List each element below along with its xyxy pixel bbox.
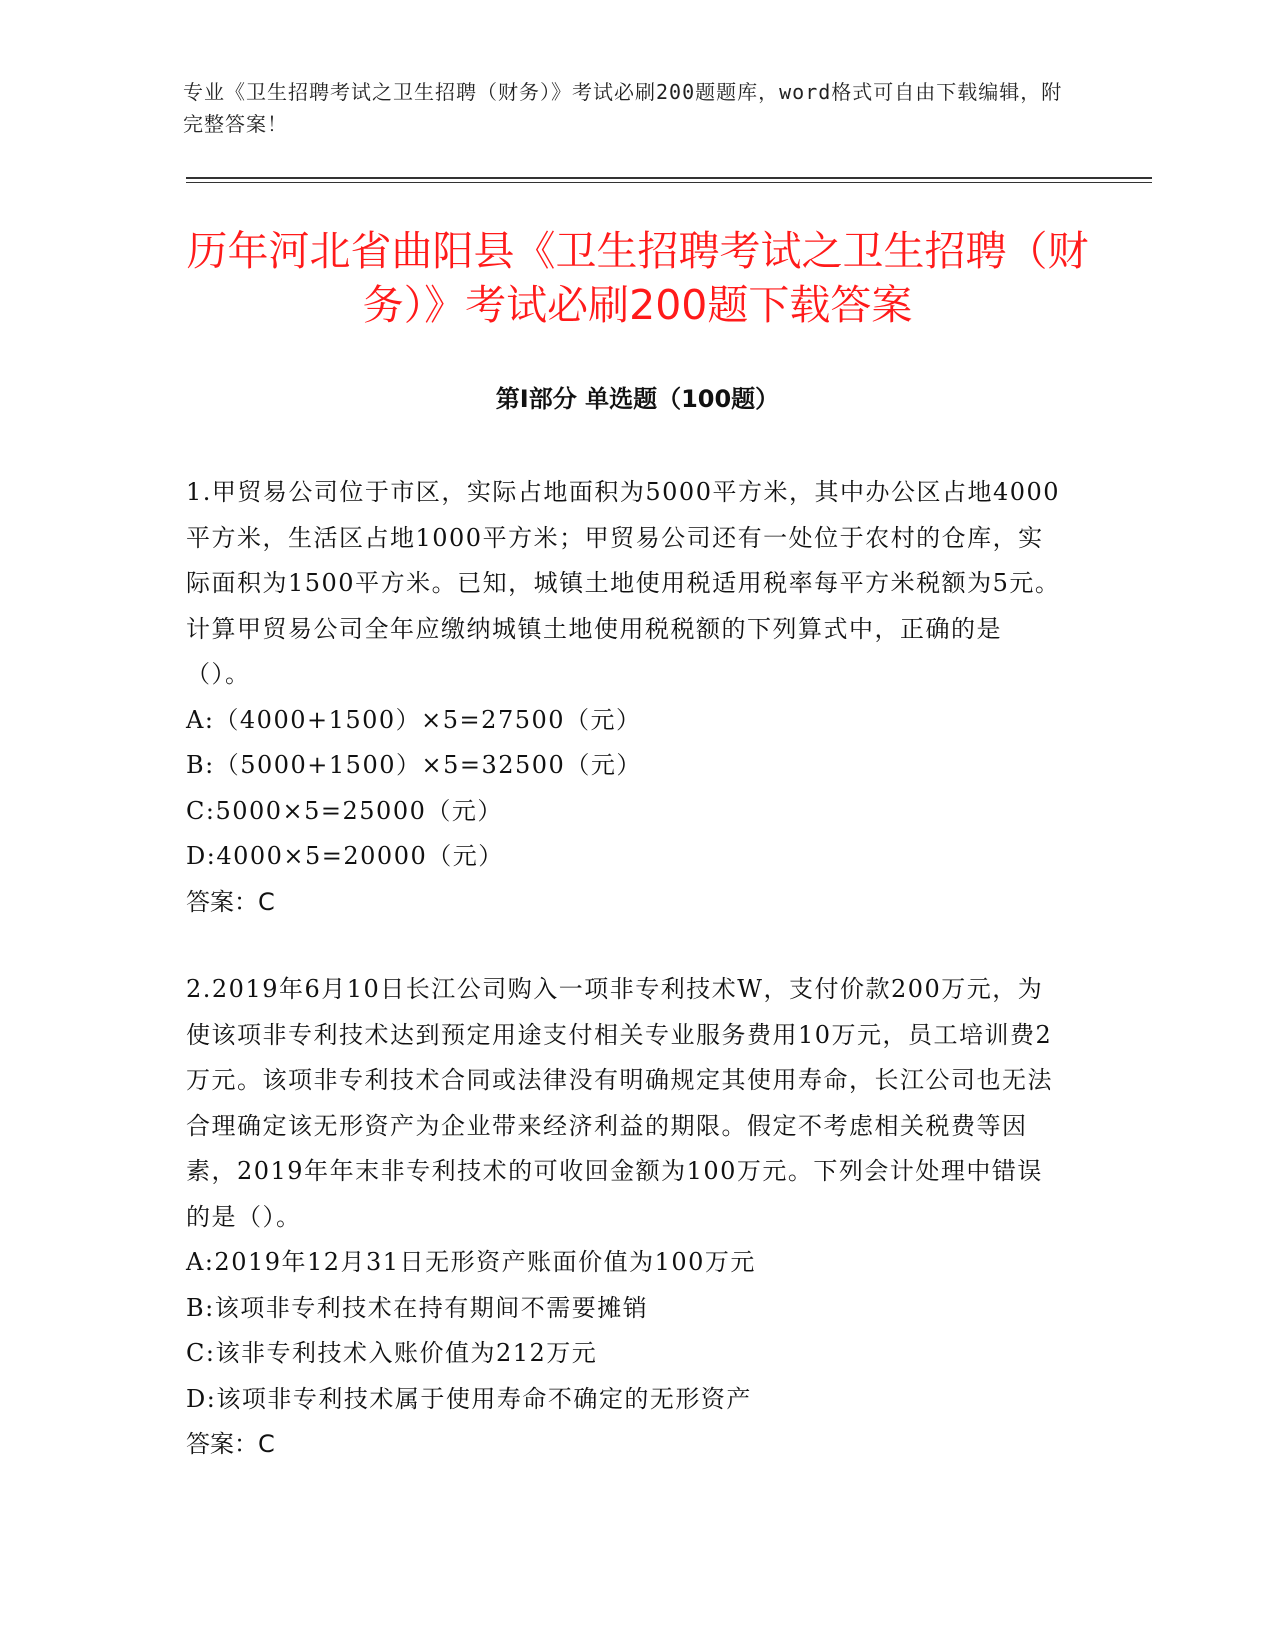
- option-b: B:该项非专利技术在持有期间不需要摊销: [186, 1293, 649, 1322]
- header-note: 专业《卫生招聘考试之卫生招聘（财务）》考试必刷200题题库，word格式可自由下载编辑，附完整答案！: [183, 80, 1063, 136]
- question-1: [186, 470, 1066, 925]
- option-a: A:（4000+1500）×5=27500（元）: [186, 705, 642, 734]
- question-stem: 2.2019年6月10日长江公司购入一项非专利技术W，支付价款200万元，为使该项非专利技术达到预定用途支付相关专业服务费用10万元，员工培训费2万元。该项非专利技术合同或法律没有明确规定其使用寿命，长江公司也无法合理确定该无形资产为企业带来经济利益的期限。假定不考虑相关税费等因素，2019年年末非专利技术的可收回金额为100万元。下列会计处理中错误的是（）。: [186, 975, 1053, 1231]
- option-a: A:2019年12月31日无形资产账面价值为100万元: [186, 1248, 756, 1276]
- section-heading: 第Ⅰ部分 单选题（100题）: [495, 385, 780, 413]
- option-b: B:（5000+1500）×5=32500（元）: [186, 751, 642, 779]
- question-stem: 1.甲贸易公司位于市区，实际占地面积为5000平方米，其中办公区占地4000平方米，生活区占地1000平方米；甲贸易公司还有一处位于农村的仓库，实际面积为1500平方米。已知，城镇土地使用税适用税率每平方米税额为5元。计算甲贸易公司全年应缴纳城镇土地使用税税额的下列算式中，正确的是（）。: [186, 478, 1061, 688]
- header-divider-thick: [186, 177, 1152, 179]
- answer: 答案：C: [186, 887, 275, 916]
- header-divider-thin: [186, 182, 1152, 183]
- option-d: D:4000×5=20000（元）: [186, 842, 504, 870]
- document-title: 历年河北省曲阳县《卫生招聘考试之卫生招聘（财务）》考试必刷200题下载答案: [186, 227, 1089, 329]
- option-c: C:该非专利技术入账价值为212万元: [186, 1339, 598, 1367]
- option-c: C:5000×5=25000（元）: [186, 796, 503, 825]
- question-2: [186, 967, 1066, 1468]
- option-d: D:该项非专利技术属于使用寿命不确定的无形资产: [186, 1384, 752, 1413]
- answer: 答案：C: [186, 1430, 275, 1458]
